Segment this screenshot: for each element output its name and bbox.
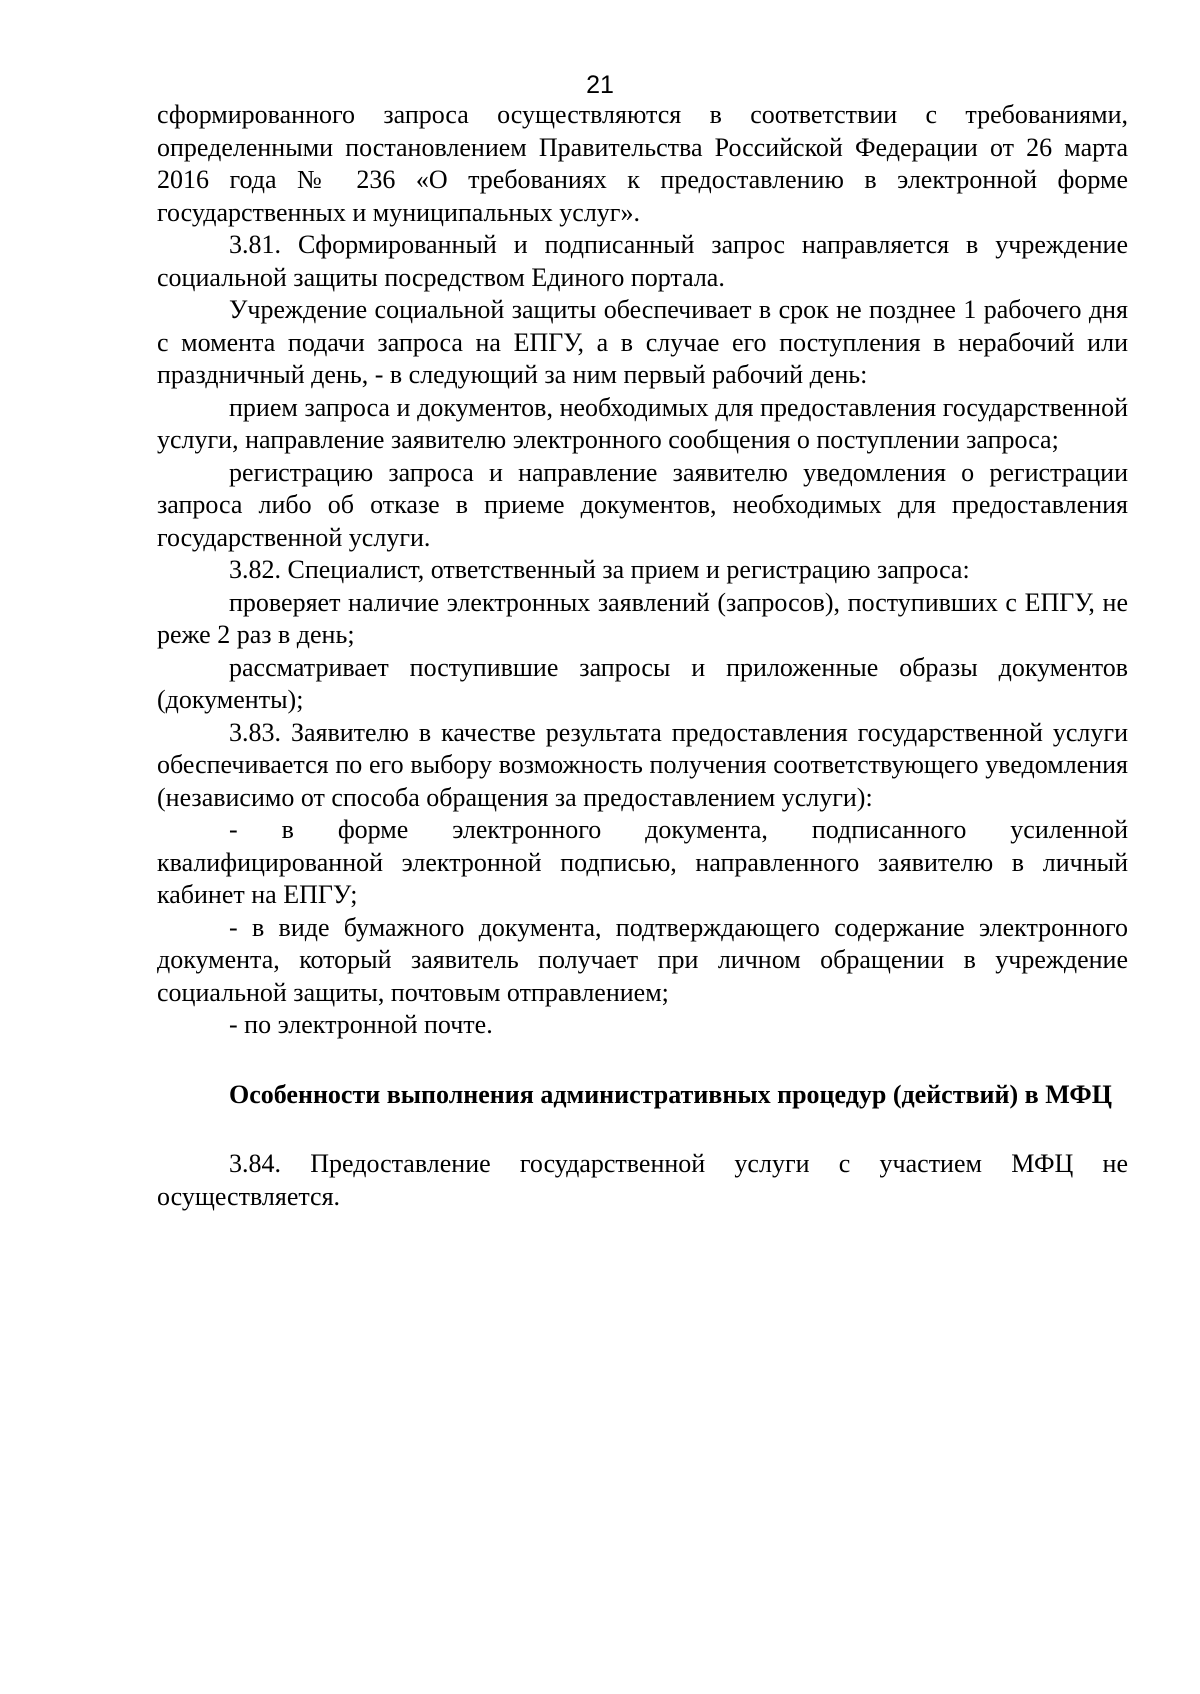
paragraph-3-84: 3.84. Предоставление государственной услуги с участием МФЦ не осуществляется. — [157, 1149, 1128, 1211]
page-number: 21 — [586, 71, 614, 99]
document-body — [157, 99, 1128, 1213]
paragraph-request-receipt: прием запроса и документов, необходимых для предоставления государственной услуги, направление заявителю электронного сообщения о поступлении запроса; — [157, 392, 1128, 454]
paragraph-3-82: 3.82. Специалист, ответственный за прием и регистрацию запроса: — [229, 555, 970, 584]
section-heading-mfc: Особенности выполнения административных процедур (действий) в МФЦ — [229, 1079, 1112, 1109]
paragraph-institution-obligation: Учреждение социальной защиты обеспечивает в срок не позднее 1 рабочего дня с момента подачи запроса на ЕПГУ, а в случае его поступления в нерабочий или праздничный день, - в следующий за ним первый рабочий день: — [157, 295, 1128, 389]
list-item-email: - по электронной почте. — [229, 1010, 493, 1039]
paragraph-check-applications: проверяет наличие электронных заявлений (запросов), поступивших с ЕПГУ, не реже 2 раз в день; — [157, 587, 1128, 649]
paragraph-continuation-requirements: сформированного запроса осуществляются в соответствии с требованиями, определенными постановлением Правительства Российской Федерации от 26 марта 2016 года № 236 «О требованиях к предоставлению в электронной форме государственных и муниципальных услуг». — [157, 100, 1128, 227]
paragraph-request-registration: регистрацию запроса и направление заявителю уведомления о регистрации запроса либо об отказе в приеме документов, необходимых для предоставления государственной услуги. — [157, 457, 1128, 552]
paragraph-review-requests: рассматривает поступившие запросы и приложенные образы документов (документы); — [157, 652, 1128, 714]
list-item-electronic-document: - в форме электронного документа, подписанного усиленной квалифицированной электронной подписью, направленного заявителю в личный кабинет на ЕПГУ; — [157, 815, 1128, 909]
paragraph-3-83: 3.83. Заявителю в качестве результата предоставления государственной услуги обеспечивается по его выбору возможность получения соответствующего уведомления (независимо от способа обращения за предоставлением услуги): — [157, 717, 1128, 812]
paragraph-3-81: 3.81. Сформированный и подписанный запрос направляется в учреждение социальной защиты посредством Единого портала. — [157, 230, 1128, 292]
list-item-paper-document: - в виде бумажного документа, подтверждающего содержание электронного документа, который заявитель получает при личном обращении в учреждение социальной защиты, почтовым отправлением; — [157, 912, 1128, 1007]
